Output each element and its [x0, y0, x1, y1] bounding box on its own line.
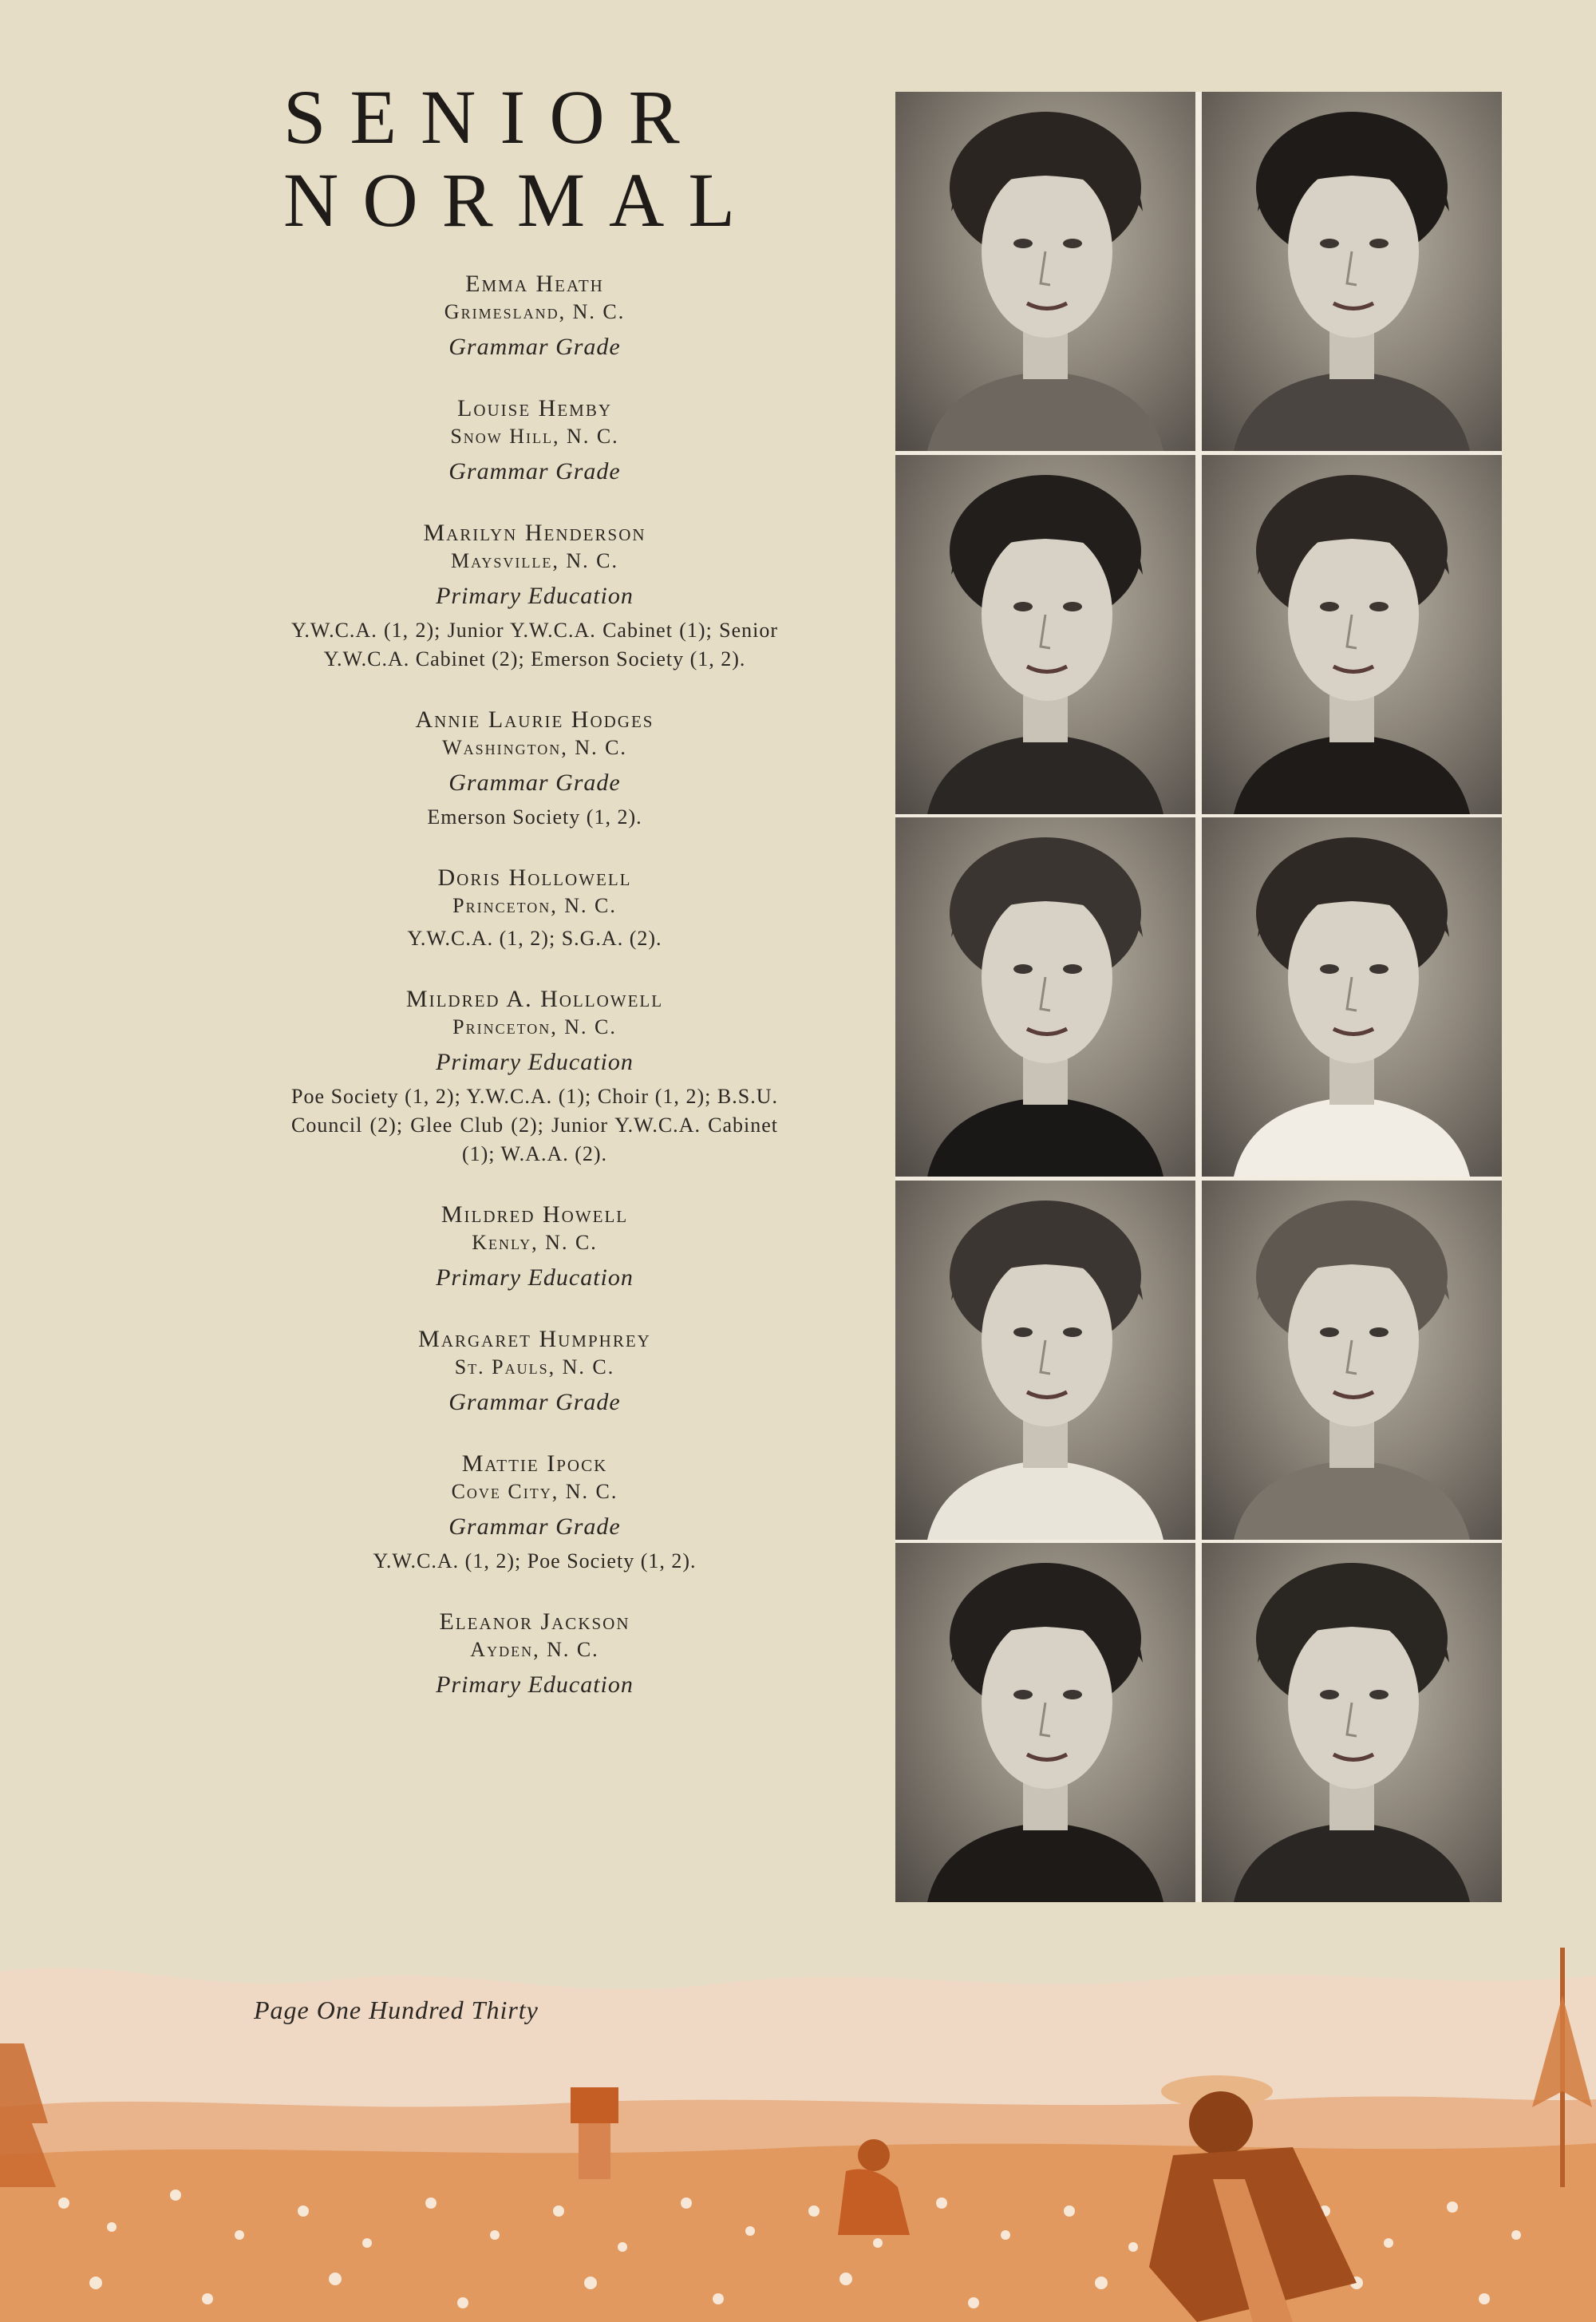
- student-activities: Y.W.C.A. (1, 2); Junior Y.W.C.A. Cabinet (1); Senior Y.W.C.A. Cabinet (2); Emerson Society (1, 2).: [291, 619, 778, 670]
- student-entry: [291, 1450, 778, 1576]
- student-entry: [291, 1325, 778, 1418]
- student-activities: Poe Society (1, 2); Y.W.C.A. (1); Choir (1, 2); B.S.U. Council (2); Glee Club (2); Junior Y.W.C.A. Cabinet (1); W.A.A. (2).: [291, 1085, 778, 1165]
- student-course: Primary Education: [436, 1671, 634, 1698]
- student-portrait: [895, 817, 1195, 1177]
- student-hometown: Maysville, N. C.: [450, 549, 619, 572]
- title-line-2: NORMAL: [283, 157, 760, 243]
- student-portrait: [1202, 1543, 1502, 1902]
- student-entry: [291, 1608, 778, 1700]
- student-course: Grammar Grade: [448, 1389, 621, 1415]
- student-hometown: Ayden, N. C.: [470, 1638, 599, 1661]
- student-course: Grammar Grade: [448, 769, 621, 796]
- student-entry: [291, 706, 778, 832]
- student-portrait: [895, 455, 1195, 814]
- student-activities: Y.W.C.A. (1, 2); S.G.A. (2).: [407, 927, 662, 950]
- student-hometown: Princeton, N. C.: [452, 1015, 617, 1038]
- student-course: Grammar Grade: [448, 458, 621, 485]
- student-course: Grammar Grade: [448, 1513, 621, 1540]
- student-portrait: [1202, 1181, 1502, 1540]
- student-entry: [291, 864, 778, 953]
- student-entry: [291, 519, 778, 674]
- title-line-1: SENIOR: [283, 74, 704, 160]
- student-name: Mildred Howell: [440, 1201, 629, 1228]
- student-hometown: Washington, N. C.: [442, 736, 627, 759]
- student-portrait: [1202, 455, 1502, 814]
- page-title: [283, 76, 778, 242]
- cotton-field-illustration: [0, 1948, 1596, 2322]
- student-course: Primary Education: [436, 1049, 634, 1075]
- student-activities: Y.W.C.A. (1, 2); Poe Society (1, 2).: [373, 1549, 697, 1572]
- student-hometown: Grimesland, N. C.: [444, 300, 626, 323]
- student-activities: Emerson Society (1, 2).: [427, 805, 642, 829]
- student-name: Marilyn Henderson: [423, 520, 646, 546]
- student-course: Primary Education: [436, 583, 634, 609]
- student-name: Emma Heath: [465, 271, 604, 297]
- student-hometown: Snow Hill, N. C.: [450, 425, 619, 448]
- student-portrait: [895, 92, 1195, 451]
- student-name: Eleanor Jackson: [439, 1608, 630, 1635]
- student-hometown: Cove City, N. C.: [451, 1480, 618, 1503]
- student-portrait: [1202, 817, 1502, 1177]
- student-list: [291, 270, 778, 1732]
- student-name: Louise Hemby: [457, 395, 612, 421]
- student-name: Mattie Ipock: [461, 1450, 608, 1477]
- student-hometown: Kenly, N. C.: [472, 1231, 598, 1254]
- student-hometown: St. Pauls, N. C.: [454, 1355, 615, 1379]
- student-entry: [291, 270, 778, 362]
- student-course: Primary Education: [436, 1264, 634, 1291]
- student-name: Margaret Humphrey: [418, 1326, 651, 1352]
- student-portrait: [895, 1543, 1195, 1902]
- student-name: Doris Hollowell: [437, 864, 632, 891]
- student-portrait: [1202, 92, 1502, 451]
- student-entry: [291, 985, 778, 1169]
- student-entry: [291, 1201, 778, 1293]
- page-number: Page One Hundred Thirty: [254, 1996, 539, 2024]
- student-course: Grammar Grade: [448, 334, 621, 360]
- student-name: Mildred A. Hollowell: [405, 986, 664, 1012]
- student-hometown: Princeton, N. C.: [452, 894, 617, 917]
- student-portrait: [895, 1181, 1195, 1540]
- student-entry: [291, 394, 778, 487]
- portrait-grid: [895, 92, 1502, 1902]
- student-name: Annie Laurie Hodges: [415, 706, 654, 733]
